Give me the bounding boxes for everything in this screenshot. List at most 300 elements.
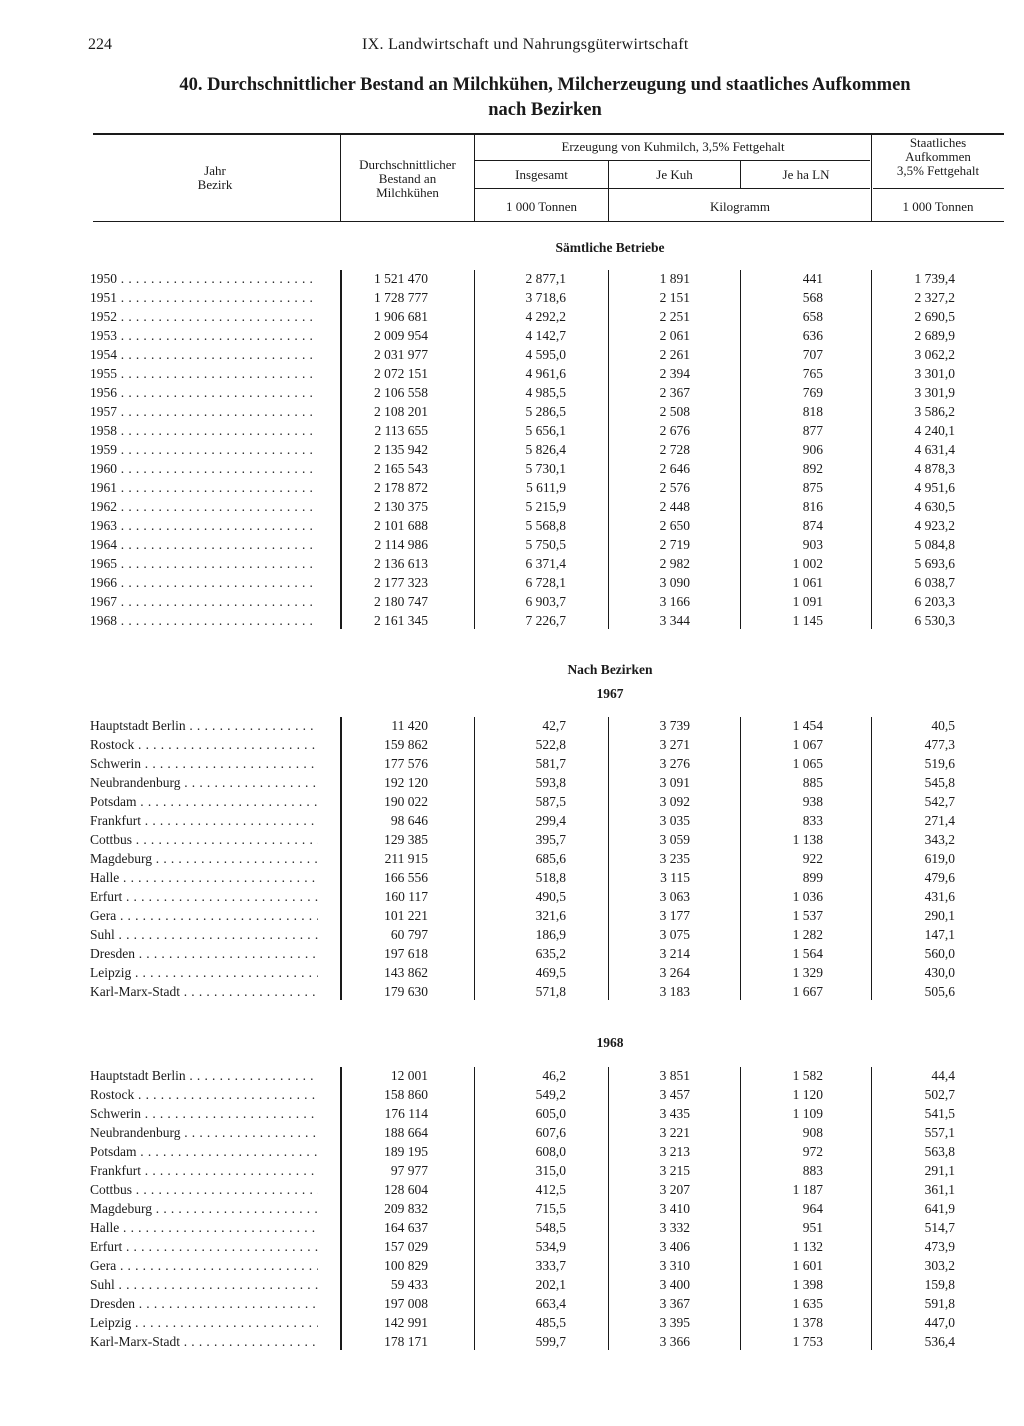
- cell-value: 1 521 470: [374, 271, 428, 286]
- column-rule: [474, 717, 475, 1000]
- cell-value: 2 136 613: [374, 556, 428, 571]
- row-label: Rostock . . .: [90, 735, 318, 754]
- aufkommen-rule: [873, 188, 1004, 189]
- cell-value: 3 264: [659, 965, 690, 980]
- cell-value: 479,6: [924, 870, 955, 885]
- cell-value: 3 271: [659, 737, 690, 752]
- row-label: Dresden . . .: [90, 1294, 318, 1313]
- cell-value: 833: [802, 813, 823, 828]
- row-label: Magdeburg . . .: [90, 1199, 318, 1218]
- cell-value: 157 029: [384, 1239, 428, 1254]
- cell-value: 557,1: [924, 1125, 955, 1140]
- cell-value: 568: [802, 290, 823, 305]
- cell-value: 522,8: [535, 737, 566, 752]
- cell-value: 877: [802, 423, 823, 438]
- cell-value: 599,7: [535, 1334, 566, 1349]
- cell-value: 3 166: [659, 594, 690, 609]
- cell-value: 505,6: [924, 984, 955, 999]
- cell-value: 128 604: [384, 1182, 428, 1197]
- cell-value: 477,3: [924, 737, 955, 752]
- cell-value: 3 332: [659, 1220, 690, 1235]
- cell-value: 593,8: [535, 775, 566, 790]
- cell-value: 147,1: [924, 927, 955, 942]
- cell-value: 197 618: [384, 946, 428, 961]
- cell-value: 290,1: [924, 908, 955, 923]
- cell-value: 5 750,5: [525, 537, 566, 552]
- table-title-line2: nach Bezirken: [488, 100, 602, 120]
- cell-value: 1 145: [792, 613, 823, 628]
- unit-tonnen-aufkommen: 1 000 Tonnen: [902, 199, 974, 214]
- cell-value: 4 142,7: [525, 328, 566, 343]
- header-bottom-rule: [93, 221, 1004, 222]
- cell-value: 4 292,2: [525, 309, 566, 324]
- cell-value: 3 213: [659, 1144, 690, 1159]
- cell-value: 3 586,2: [914, 404, 955, 419]
- cell-value: 361,1: [924, 1182, 955, 1197]
- row-label: 1966 . . .: [90, 573, 318, 592]
- cell-value: 3 310: [659, 1258, 690, 1273]
- cell-value: 3 062,2: [914, 347, 955, 362]
- cell-value: 2 690,5: [914, 309, 955, 324]
- cell-value: 769: [802, 385, 823, 400]
- cell-value: 2 877,1: [525, 271, 566, 286]
- cell-value: 209 832: [384, 1201, 428, 1216]
- cell-value: 142 991: [384, 1315, 428, 1330]
- subhead-rule: [475, 188, 870, 189]
- cell-value: 541,5: [924, 1106, 955, 1121]
- cell-value: 4 631,4: [914, 442, 955, 457]
- cell-value: 892: [802, 461, 823, 476]
- cell-value: 3 366: [659, 1334, 690, 1349]
- erzeugung-header: Erzeugung von Kuhmilch, 3,5% Fettgehalt: [561, 139, 785, 154]
- cell-value: 6 371,4: [525, 556, 566, 571]
- cell-value: 2 367: [659, 385, 690, 400]
- row-label: Gera . . .: [90, 906, 318, 925]
- cell-value: 903: [802, 537, 823, 552]
- cell-value: 549,2: [535, 1087, 566, 1102]
- cell-value: 158 860: [384, 1087, 428, 1102]
- cell-value: 6 038,7: [914, 575, 955, 590]
- cell-value: 608,0: [535, 1144, 566, 1159]
- cell-value: 2 646: [659, 461, 690, 476]
- column-rule: [608, 1067, 609, 1350]
- cell-value: 1 282: [792, 927, 823, 942]
- cell-value: 2 689,9: [914, 328, 955, 343]
- cell-value: 291,1: [924, 1163, 955, 1178]
- cell-value: 641,9: [924, 1201, 955, 1216]
- section-saemtliche-betriebe: Sämtliche Betriebe: [555, 240, 665, 255]
- row-label: Hauptstadt Berlin . . .: [90, 1066, 318, 1085]
- cell-value: 2 728: [659, 442, 690, 457]
- row-label: Frankfurt . . .: [90, 811, 318, 830]
- aufkommen-header-1: Staatliches: [909, 135, 967, 150]
- cell-value: 4 595,0: [525, 347, 566, 362]
- cell-value: 447,0: [924, 1315, 955, 1330]
- cell-value: 3 207: [659, 1182, 690, 1197]
- bestand-header-3: Milchkühen: [376, 185, 439, 200]
- row-label: Erfurt . . .: [90, 887, 318, 906]
- cell-value: 59 433: [390, 1277, 428, 1292]
- cell-value: 5 084,8: [914, 537, 955, 552]
- cell-value: 189 195: [384, 1144, 428, 1159]
- row-label: Karl-Marx-Stadt . . .: [90, 982, 318, 1001]
- cell-value: 179 630: [384, 984, 428, 999]
- row-label: 1950 . . .: [90, 269, 318, 288]
- row-label: Leipzig . . .: [90, 963, 318, 982]
- cell-value: 1 891: [659, 271, 690, 286]
- cell-value: 571,8: [535, 984, 566, 999]
- cell-value: 166 556: [384, 870, 428, 885]
- section-year-1968: 1968: [596, 1035, 624, 1050]
- cell-value: 3 214: [659, 946, 690, 961]
- cell-value: 1 187: [792, 1182, 823, 1197]
- cell-value: 938: [802, 794, 823, 809]
- cell-value: 663,4: [535, 1296, 566, 1311]
- row-label: 1956 . . .: [90, 383, 318, 402]
- cell-value: 874: [802, 518, 823, 533]
- cell-value: 707: [802, 347, 823, 362]
- row-label: 1954 . . .: [90, 345, 318, 364]
- row-label: 1953 . . .: [90, 326, 318, 345]
- cell-value: 100 829: [384, 1258, 428, 1273]
- row-label: 1962 . . .: [90, 497, 318, 516]
- row-label: Magdeburg . . .: [90, 849, 318, 868]
- cell-value: 6 728,1: [525, 575, 566, 590]
- cell-value: 5 656,1: [525, 423, 566, 438]
- row-label: 1955 . . .: [90, 364, 318, 383]
- cell-value: 972: [802, 1144, 823, 1159]
- cell-value: 885: [802, 775, 823, 790]
- cell-value: 1 601: [792, 1258, 823, 1273]
- cell-value: 4 630,5: [914, 499, 955, 514]
- cell-value: 1 753: [792, 1334, 823, 1349]
- cell-value: 343,2: [924, 832, 955, 847]
- stub-header-bezirk: Bezirk: [197, 177, 233, 192]
- cell-value: 3 115: [660, 870, 690, 885]
- row-label: 1951 . . .: [90, 288, 318, 307]
- cell-value: 2 114 986: [374, 537, 428, 552]
- cell-value: 685,6: [535, 851, 566, 866]
- cell-value: 1 728 777: [374, 290, 428, 305]
- cell-value: 44,4: [931, 1068, 955, 1083]
- cell-value: 3 457: [659, 1087, 690, 1102]
- cell-value: 2 719: [659, 537, 690, 552]
- row-label: Cottbus . . .: [90, 830, 318, 849]
- cell-value: 534,9: [535, 1239, 566, 1254]
- cell-value: 6 530,3: [914, 613, 955, 628]
- page-number: 224: [88, 36, 112, 53]
- cell-value: 542,7: [924, 794, 955, 809]
- cell-value: 164 637: [384, 1220, 428, 1235]
- cell-value: 98 646: [390, 813, 428, 828]
- cell-value: 3 435: [659, 1106, 690, 1121]
- cell-value: 2 327,2: [914, 290, 955, 305]
- cell-value: 1 454: [792, 718, 823, 733]
- cell-value: 3 400: [659, 1277, 690, 1292]
- cell-value: 299,4: [535, 813, 566, 828]
- cell-value: 2 261: [659, 347, 690, 362]
- cell-value: 159,8: [924, 1277, 955, 1292]
- cell-value: 1 378: [792, 1315, 823, 1330]
- row-label: 1967 . . .: [90, 592, 318, 611]
- table-title: 40. Durchschnittlicher Bestand an Milchkühen, Milcherzeugung und staatliches Aufkommen: [179, 75, 911, 95]
- running-head: IX. Landwirtschaft und Nahrungsgüterwirtschaft: [362, 36, 689, 53]
- cell-value: 560,0: [924, 946, 955, 961]
- stub-header-jahr: Jahr: [204, 163, 226, 178]
- row-label: Potsdam . . .: [90, 792, 318, 811]
- cell-value: 4 961,6: [525, 366, 566, 381]
- cell-value: 101 221: [384, 908, 428, 923]
- cell-value: 469,5: [535, 965, 566, 980]
- row-label: 1952 . . .: [90, 307, 318, 326]
- row-label: 1965 . . .: [90, 554, 318, 573]
- cell-value: 908: [802, 1125, 823, 1140]
- row-label: Potsdam . . .: [90, 1142, 318, 1161]
- cell-value: 5 286,5: [525, 404, 566, 419]
- column-rule: [474, 1067, 475, 1350]
- row-label: Suhl . . .: [90, 925, 318, 944]
- cell-value: 1 906 681: [374, 309, 428, 324]
- cell-value: 519,6: [924, 756, 955, 771]
- column-rule: [608, 270, 609, 629]
- row-label: 1960 . . .: [90, 459, 318, 478]
- row-label: Hauptstadt Berlin . . .: [90, 716, 318, 735]
- cell-value: 715,5: [535, 1201, 566, 1216]
- cell-value: 4 240,1: [914, 423, 955, 438]
- aufkommen-header-2: Aufkommen: [905, 149, 971, 164]
- cell-value: 1 067: [792, 737, 823, 752]
- cell-value: 3 221: [659, 1125, 690, 1140]
- cell-value: 816: [802, 499, 823, 514]
- cell-value: 485,5: [535, 1315, 566, 1330]
- cell-value: 3 177: [659, 908, 690, 923]
- cell-value: 40,5: [931, 718, 955, 733]
- cell-value: 518,8: [535, 870, 566, 885]
- cell-value: 3 183: [659, 984, 690, 999]
- cell-value: 899: [802, 870, 823, 885]
- cell-value: 3 075: [659, 927, 690, 942]
- column-rule: [340, 1067, 342, 1350]
- cell-value: 3 739: [659, 718, 690, 733]
- cell-value: 1 061: [792, 575, 823, 590]
- cell-value: 97 977: [390, 1163, 428, 1178]
- cell-value: 271,4: [924, 813, 955, 828]
- cell-value: 1 091: [792, 594, 823, 609]
- cell-value: 3 035: [659, 813, 690, 828]
- cell-value: 5 611,9: [526, 480, 566, 495]
- cell-value: 3 215: [659, 1163, 690, 1178]
- row-label: Halle . . .: [90, 868, 318, 887]
- cell-value: 1 329: [792, 965, 823, 980]
- aufkommen-header-3: 3,5% Fettgehalt: [896, 163, 980, 178]
- column-rule: [740, 717, 741, 1000]
- cell-value: 5 215,9: [525, 499, 566, 514]
- cell-value: 2 982: [659, 556, 690, 571]
- je-ha-header: Je ha LN: [782, 167, 830, 182]
- cell-value: 178 171: [384, 1334, 428, 1349]
- cell-value: 6 203,3: [914, 594, 955, 609]
- column-rule: [608, 717, 609, 1000]
- cell-value: 412,5: [535, 1182, 566, 1197]
- row-label: Gera . . .: [90, 1256, 318, 1275]
- cell-value: 3 235: [659, 851, 690, 866]
- cell-value: 2 178 872: [374, 480, 428, 495]
- row-label: 1968 . . .: [90, 611, 318, 630]
- column-rule: [340, 270, 342, 629]
- row-label: 1959 . . .: [90, 440, 318, 459]
- cell-value: 2 161 345: [374, 613, 428, 628]
- cell-value: 619,0: [924, 851, 955, 866]
- cell-value: 875: [802, 480, 823, 495]
- cell-value: 1 138: [792, 832, 823, 847]
- cell-value: 46,2: [542, 1068, 566, 1083]
- section-nach-bezirken: Nach Bezirken: [567, 662, 653, 677]
- cell-value: 160 117: [384, 889, 428, 904]
- cell-value: 2 448: [659, 499, 690, 514]
- row-label: Suhl . . .: [90, 1275, 318, 1294]
- row-label: Erfurt . . .: [90, 1237, 318, 1256]
- cell-value: 1 667: [792, 984, 823, 999]
- cell-value: 1 635: [792, 1296, 823, 1311]
- cell-value: 3 395: [659, 1315, 690, 1330]
- cell-value: 3 090: [659, 575, 690, 590]
- cell-value: 186,9: [535, 927, 566, 942]
- cell-value: 490,5: [535, 889, 566, 904]
- cell-value: 1 398: [792, 1277, 823, 1292]
- cell-value: 188 664: [384, 1125, 428, 1140]
- column-rule: [871, 270, 872, 629]
- header-top-rule: [93, 133, 1004, 135]
- cell-value: 2 180 747: [374, 594, 428, 609]
- cell-value: 190 022: [384, 794, 428, 809]
- je-kuh-header: Je Kuh: [656, 167, 693, 182]
- cell-value: 1 065: [792, 756, 823, 771]
- cell-value: 587,5: [535, 794, 566, 809]
- cell-value: 563,8: [924, 1144, 955, 1159]
- insgesamt-header: Insgesamt: [515, 167, 568, 182]
- cell-value: 12 001: [390, 1068, 428, 1083]
- cell-value: 514,7: [924, 1220, 955, 1235]
- row-label: Neubrandenburg . . .: [90, 1123, 318, 1142]
- cell-value: 129 385: [384, 832, 428, 847]
- cell-value: 3 718,6: [525, 290, 566, 305]
- cell-value: 3 091: [659, 775, 690, 790]
- cell-value: 143 862: [384, 965, 428, 980]
- cell-value: 395,7: [535, 832, 566, 847]
- cell-value: 1 582: [792, 1068, 823, 1083]
- cell-value: 473,9: [924, 1239, 955, 1254]
- row-label: Karl-Marx-Stadt . . .: [90, 1332, 318, 1351]
- row-label: 1958 . . .: [90, 421, 318, 440]
- cell-value: 4 985,5: [525, 385, 566, 400]
- cell-value: 3 301,0: [914, 366, 955, 381]
- cell-value: 2 135 942: [374, 442, 428, 457]
- cell-value: 6 903,7: [525, 594, 566, 609]
- cell-value: 2 130 375: [374, 499, 428, 514]
- cell-value: 1 120: [792, 1087, 823, 1102]
- cell-value: 964: [802, 1201, 823, 1216]
- cell-value: 607,6: [535, 1125, 566, 1140]
- cell-value: 818: [802, 404, 823, 419]
- row-label: 1961 . . .: [90, 478, 318, 497]
- section-year-1967: 1967: [596, 686, 624, 701]
- column-rule: [340, 717, 342, 1000]
- row-label: Schwerin . . .: [90, 1104, 318, 1123]
- row-label: Schwerin . . .: [90, 754, 318, 773]
- column-rule: [474, 270, 475, 629]
- cell-value: 3 301,9: [914, 385, 955, 400]
- cell-value: 4 923,2: [914, 518, 955, 533]
- cell-value: 159 862: [384, 737, 428, 752]
- cell-value: 1 739,4: [914, 271, 955, 286]
- cell-value: 441: [802, 271, 823, 286]
- cell-value: 2 151: [659, 290, 690, 305]
- cell-value: 3 344: [659, 613, 690, 628]
- row-label: Cottbus . . .: [90, 1180, 318, 1199]
- column-rule: [740, 270, 741, 629]
- cell-value: 3 276: [659, 756, 690, 771]
- cell-value: 3 059: [659, 832, 690, 847]
- cell-value: 60 797: [390, 927, 428, 942]
- cell-value: 2 061: [659, 328, 690, 343]
- cell-value: 951: [802, 1220, 823, 1235]
- cell-value: 1 002: [792, 556, 823, 571]
- cell-value: 536,4: [924, 1334, 955, 1349]
- cell-value: 2 508: [659, 404, 690, 419]
- column-rule: [871, 1067, 872, 1350]
- cell-value: 2 108 201: [374, 404, 428, 419]
- cell-value: 176 114: [384, 1106, 428, 1121]
- cell-value: 3 063: [659, 889, 690, 904]
- cell-value: 3 410: [659, 1201, 690, 1216]
- cell-value: 1 537: [792, 908, 823, 923]
- cell-value: 906: [802, 442, 823, 457]
- row-label: Neubrandenburg . . .: [90, 773, 318, 792]
- cell-value: 545,8: [924, 775, 955, 790]
- erzeugung-rule: [475, 160, 870, 161]
- cell-value: 211 915: [384, 851, 428, 866]
- cell-value: 3 406: [659, 1239, 690, 1254]
- cell-value: 192 120: [384, 775, 428, 790]
- cell-value: 202,1: [535, 1277, 566, 1292]
- cell-value: 2 031 977: [374, 347, 428, 362]
- cell-value: 1 109: [792, 1106, 823, 1121]
- row-label: Dresden . . .: [90, 944, 318, 963]
- cell-value: 636: [802, 328, 823, 343]
- cell-value: 2 251: [659, 309, 690, 324]
- cell-value: 430,0: [924, 965, 955, 980]
- cell-value: 431,6: [924, 889, 955, 904]
- cell-value: 2 177 323: [374, 575, 428, 590]
- cell-value: 2 676: [659, 423, 690, 438]
- row-label: Halle . . .: [90, 1218, 318, 1237]
- cell-value: 635,2: [535, 946, 566, 961]
- cell-value: 2 106 558: [374, 385, 428, 400]
- cell-value: 605,0: [535, 1106, 566, 1121]
- row-label: Rostock . . .: [90, 1085, 318, 1104]
- unit-tonnen: 1 000 Tonnen: [505, 199, 578, 214]
- row-label: Frankfurt . . .: [90, 1161, 318, 1180]
- cell-value: 581,7: [535, 756, 566, 771]
- cell-value: 2 072 151: [374, 366, 428, 381]
- cell-value: 2 101 688: [374, 518, 428, 533]
- cell-value: 5 568,8: [525, 518, 566, 533]
- cell-value: 765: [802, 366, 823, 381]
- cell-value: 1 036: [792, 889, 823, 904]
- cell-value: 11 420: [391, 718, 428, 733]
- cell-value: 315,0: [535, 1163, 566, 1178]
- cell-value: 177 576: [384, 756, 428, 771]
